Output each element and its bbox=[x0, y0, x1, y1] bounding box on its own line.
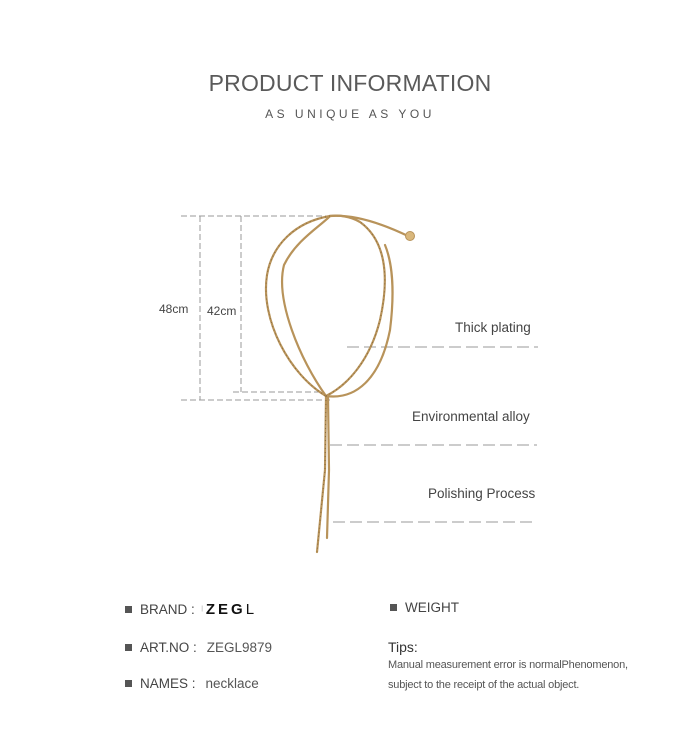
measurement-guides bbox=[181, 216, 330, 400]
spec-names bbox=[125, 676, 259, 691]
page-subtitle: AS UNIQUE AS YOU bbox=[265, 107, 435, 121]
bullet-icon bbox=[390, 604, 397, 611]
inner-length-label: 42cm bbox=[207, 304, 237, 318]
spec-brand bbox=[125, 601, 254, 618]
names-value: necklace bbox=[205, 676, 259, 691]
tips-line-2: subject to the receipt of the actual object. bbox=[388, 679, 580, 691]
names-label: NAMES : bbox=[140, 676, 196, 691]
bullet-icon bbox=[125, 644, 132, 651]
spec-weight bbox=[390, 600, 459, 615]
weight-label: WEIGHT bbox=[405, 600, 459, 615]
brand-logo-main: ZEG bbox=[205, 601, 246, 618]
art-no-value: ZEGL9879 bbox=[206, 640, 273, 655]
feature-environmental-alloy: Environmental alloy bbox=[412, 409, 530, 424]
necklace-pendant-disc bbox=[406, 232, 415, 241]
tips-title: Tips: bbox=[388, 639, 418, 655]
brand-label: BRAND : bbox=[140, 602, 195, 617]
bullet-icon bbox=[125, 680, 132, 687]
bullet-icon bbox=[125, 606, 132, 613]
brand-logo bbox=[201, 601, 254, 618]
tips-line-1: Manual measurement error is normalPhenomenon, bbox=[388, 659, 628, 671]
page-title: PRODUCT INFORMATION bbox=[208, 70, 492, 96]
feature-polishing-process: Polishing Process bbox=[428, 486, 536, 501]
brand-logo-prefix: │ bbox=[200, 606, 204, 612]
art-no-label: ART.NO : bbox=[140, 640, 197, 655]
spec-art-no bbox=[125, 640, 272, 655]
outer-length-label: 48cm bbox=[159, 302, 189, 316]
feature-thick-plating: Thick plating bbox=[455, 320, 531, 335]
brand-logo-last: L bbox=[245, 601, 255, 618]
necklace-chain bbox=[266, 216, 408, 552]
